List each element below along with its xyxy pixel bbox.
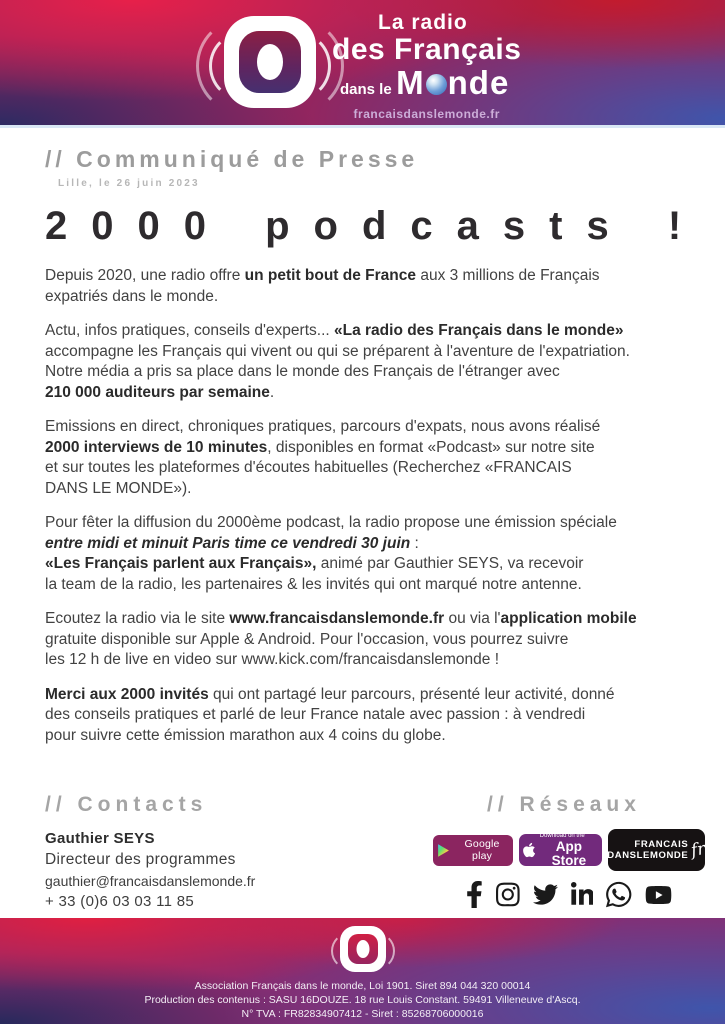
networks-section xyxy=(433,793,708,910)
brand-line3-big xyxy=(396,64,509,101)
brand-line1: La radio xyxy=(378,11,468,34)
google-play-badge[interactable] xyxy=(433,835,513,866)
contact-phone[interactable]: + 33 (0)6 03 03 11 85 xyxy=(45,893,195,910)
app-store-small-label: Download on the xyxy=(539,833,585,839)
logo-hole xyxy=(348,934,378,964)
logo-hole xyxy=(239,31,301,93)
brand-line2: des Français xyxy=(332,33,522,66)
networks-heading: // Réseaux xyxy=(487,793,641,816)
body-paragraphs xyxy=(45,266,705,746)
fdm-badge-line1: FRANCAIS xyxy=(634,838,689,850)
website-url: francaisdanslemonde.fr xyxy=(353,107,500,121)
footer-legal-text xyxy=(144,979,580,1021)
paragraph: Pour fêter la diffusion du 2000ème podcast, la radio propose une émission spéciale entre midi et minuit Paris time ce vendredi 30 juin : «Les Français parlent aux Français», animé par Gauthier SEYS, va recevoir la team de la radio, les partenaires & les invités qui ont marqué notre antenne. xyxy=(45,514,617,593)
paragraph: Merci aux 2000 invités qui ont partagé leur parcours, présenté leur activité, donné des conseils pratiques et parlé de leur France natale avec passion : à vendredi pour suivre cette émission marathon aux 4 coins du globe. xyxy=(45,685,615,744)
dateline: Lille, le 26 juin 2023 xyxy=(58,178,200,189)
facebook-icon[interactable] xyxy=(466,881,483,908)
radio-logo xyxy=(224,12,521,120)
brand-monde-m: M xyxy=(396,64,425,101)
app-store-label: App Store xyxy=(551,839,587,868)
paragraph: Actu, infos pratiques, conseils d'experts... «La radio des Français dans le monde» accompagne les Français qui vivent ou qui se préparent à l'aventure de l'expatriation. Notre média a pris sa place dans le monde des Français de l'étranger avec 210 000 auditeurs par semaine. xyxy=(45,322,630,401)
paragraph: Depuis 2020, une radio offre un petit bout de France aux 3 millions de Français expatriés dans le monde. xyxy=(45,267,600,305)
footer-line2: Production des contenus : SASU 16DOUZE. 18 rue Louis Constant. 59491 Villeneuve d'Ascq. xyxy=(144,994,581,1006)
paragraph: Emissions en direct, chroniques pratiques, parcours d'expats, nous avons réalisé 2000 interviews de 10 minutes, disponibles en format «Podcast» sur notre site et sur toutes les plateformes d'écoutes habituelles (Recherchez «FRANCAIS DANS LE MONDE»). xyxy=(45,418,601,497)
store-badges xyxy=(433,829,708,871)
contact-role: Directeur des programmes xyxy=(45,851,236,868)
twitter-icon[interactable] xyxy=(533,882,558,907)
fdm-brand-badge[interactable] xyxy=(607,829,708,871)
logo-center xyxy=(356,940,369,958)
press-release-content xyxy=(45,146,705,760)
brand-line3 xyxy=(332,66,521,99)
footer-line3: N° TVA : FR82834907412 - Siret : 85268706000016 xyxy=(241,1008,484,1020)
fdm-badge-script: fr xyxy=(689,838,708,862)
paragraph: Ecoutez la radio via le site www.francaisdanslemonde.fr ou via l'application mobile gratuite disponible sur Apple & Android. Pour l'occasion, vous pourrez suivre les 12 h de live en video sur www.kick.com/francaisdanslemonde ! xyxy=(45,610,637,668)
google-play-label: Google play xyxy=(464,838,500,862)
header-banner xyxy=(0,0,725,128)
kicker-heading: // Communiqué de Presse xyxy=(45,146,419,172)
globe-icon xyxy=(426,74,447,95)
footer-banner xyxy=(0,918,725,1024)
contacts-heading: // Contacts xyxy=(45,793,208,816)
app-store-text xyxy=(540,833,598,867)
fdm-badge-line2: DANSLEMONDE xyxy=(607,850,689,861)
linkedin-icon[interactable] xyxy=(571,882,594,908)
social-icons-row xyxy=(433,880,705,909)
contacts-section xyxy=(45,793,375,910)
youtube-icon[interactable] xyxy=(645,883,672,907)
app-store-badge[interactable] xyxy=(519,834,602,866)
apple-icon xyxy=(523,841,535,859)
contact-name: Gauthier SEYS xyxy=(45,830,155,847)
instagram-icon[interactable] xyxy=(496,881,520,908)
fdm-badge-text xyxy=(607,840,688,861)
logo-center xyxy=(257,44,283,80)
whatsapp-icon[interactable] xyxy=(606,880,631,909)
brand-monde-nde: nde xyxy=(447,64,510,101)
footer-line1: Association Français dans le monde, Loi 1901. Siret 894 044 320 00014 xyxy=(194,980,531,992)
brand-wordmark xyxy=(332,12,521,120)
page-title: 2000 podcasts ! xyxy=(45,204,706,248)
logo-squircle xyxy=(340,926,386,972)
google-play-icon xyxy=(437,843,451,858)
radio-logo-icon xyxy=(224,16,316,110)
bottom-section xyxy=(45,793,708,910)
contact-email[interactable]: gauthier@francaisdanslemonde.fr xyxy=(45,873,256,889)
brand-line3-small: dans le xyxy=(340,81,392,98)
logo-squircle xyxy=(224,16,316,108)
footer-logo-icon xyxy=(340,926,386,972)
